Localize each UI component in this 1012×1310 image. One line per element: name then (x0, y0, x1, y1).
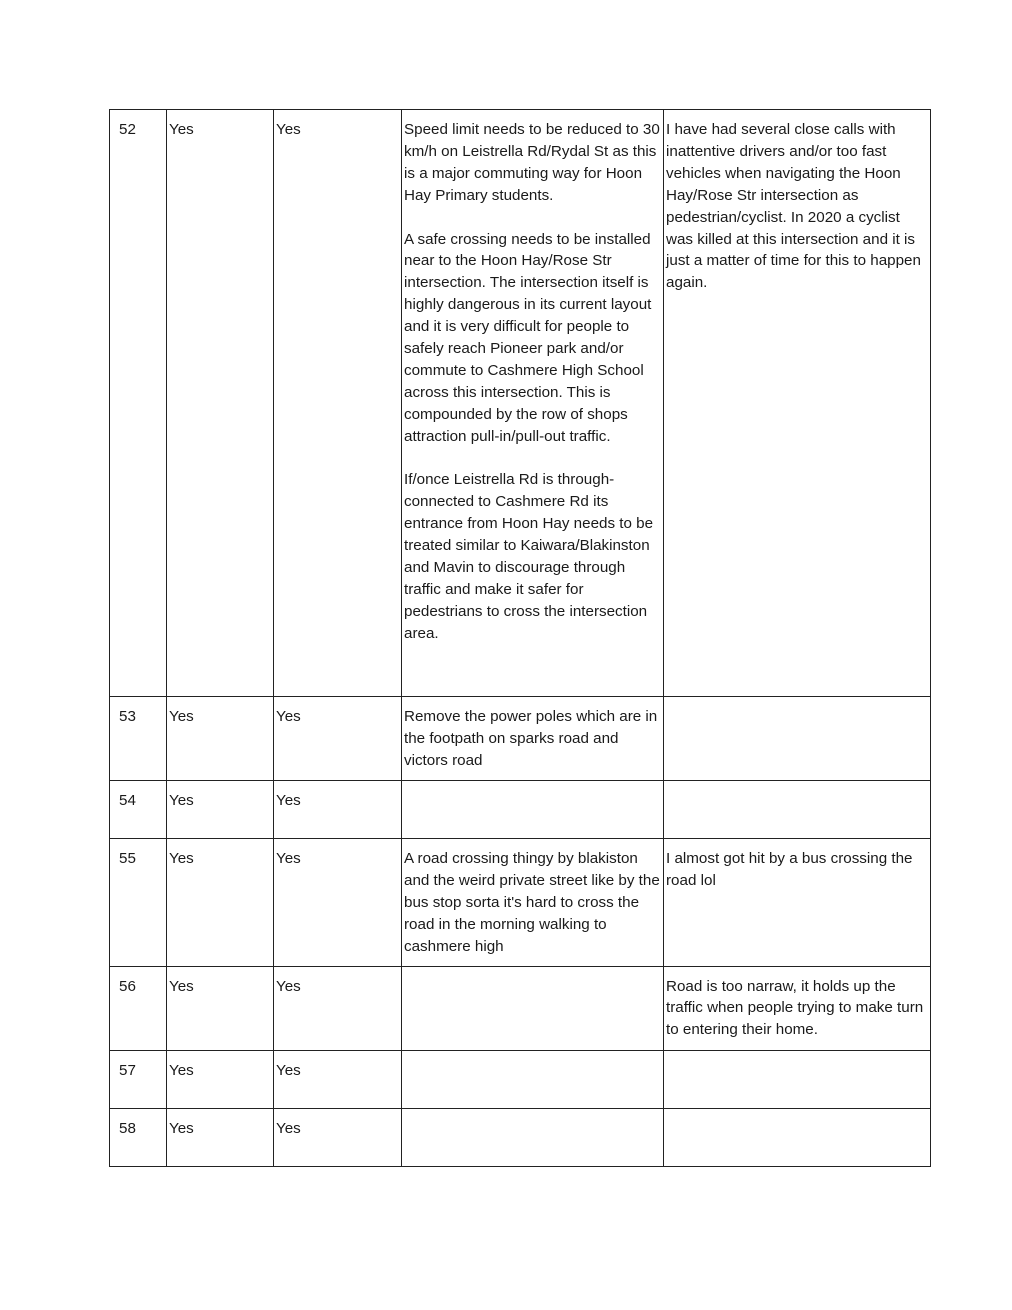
answer-2: Yes (274, 781, 402, 839)
comment-cell (402, 1050, 664, 1108)
reason-paragraph: I have had several close calls with inattentive drivers and/or too fast vehicles when navigating the Hoon Hay/Rose Str intersection as pedestrian/cyclist. In 2020 a cyclist was killed at this intersection and it is just a matter of time for this to happen again. (666, 121, 921, 292)
answer-1: Yes (167, 781, 274, 839)
table-row (110, 839, 931, 967)
reason-cell (664, 781, 931, 839)
submission-number: 58 (110, 1108, 167, 1166)
table-row (110, 1050, 931, 1108)
answer-2: Yes (274, 839, 402, 967)
comment-cell (402, 839, 664, 967)
reason-paragraph: Road is too narraw, it holds up the traffic when people trying to make turn to entering their home. (666, 977, 924, 1039)
table-row (110, 1108, 931, 1166)
answer-1: Yes (167, 110, 274, 697)
answer-1: Yes (167, 966, 274, 1050)
answer-2: Yes (274, 697, 402, 781)
submission-number: 52 (110, 110, 167, 697)
submission-number: 53 (110, 697, 167, 781)
comment-paragraph: A safe crossing needs to be installed near to the Hoon Hay/Rose Str intersection. The intersection itself is highly dangerous in its current layout and it is very difficult for people to safely reach Pioneer park and/or commute to Cashmere High School across this intersection. This is compounded by the row of shops attraction pull-in/pull-out traffic. (404, 230, 652, 445)
comment-cell (402, 1108, 664, 1166)
submissions-table (109, 109, 931, 1167)
table-row (110, 781, 931, 839)
table-row (110, 110, 931, 697)
comment-cell (402, 110, 664, 697)
comment-cell (402, 697, 664, 781)
submission-number: 54 (110, 781, 167, 839)
reason-cell (664, 697, 931, 781)
submission-number: 55 (110, 839, 167, 967)
submissions-table-body (110, 110, 931, 1167)
answer-2: Yes (274, 110, 402, 697)
answer-1: Yes (167, 1108, 274, 1166)
table-row (110, 966, 931, 1050)
answer-2: Yes (274, 1108, 402, 1166)
comment-cell (402, 781, 664, 839)
reason-cell (664, 839, 931, 967)
reason-cell (664, 110, 931, 697)
submission-number: 57 (110, 1050, 167, 1108)
reason-paragraph: I almost got hit by a bus crossing the road lol (666, 850, 913, 889)
answer-1: Yes (167, 697, 274, 781)
comment-paragraph: Speed limit needs to be reduced to 30 km/h on Leistrella Rd/Rydal St as this is a major commuting way for Hoon Hay Primary students. (404, 121, 660, 204)
comment-cell (402, 966, 664, 1050)
submission-number: 56 (110, 966, 167, 1050)
answer-2: Yes (274, 1050, 402, 1108)
answer-2: Yes (274, 966, 402, 1050)
reason-cell (664, 966, 931, 1050)
answer-1: Yes (167, 1050, 274, 1108)
comment-paragraph: If/once Leistrella Rd is through-connected to Cashmere Rd its entrance from Hoon Hay needs to be treated similar to Kaiwara/Blakinston and Mavin to discourage through traffic and make it safer for pedestrians to cross the intersection area. (404, 471, 654, 642)
reason-cell (664, 1050, 931, 1108)
comment-paragraph: A road crossing thingy by blakiston and the weird private street like by the bus stop sorta it's hard to cross the road in the morning walking to cashmere high (404, 850, 660, 955)
comment-paragraph: Remove the power poles which are in the footpath on sparks road and victors road (404, 708, 658, 769)
table-row (110, 697, 931, 781)
reason-cell (664, 1108, 931, 1166)
answer-1: Yes (167, 839, 274, 967)
